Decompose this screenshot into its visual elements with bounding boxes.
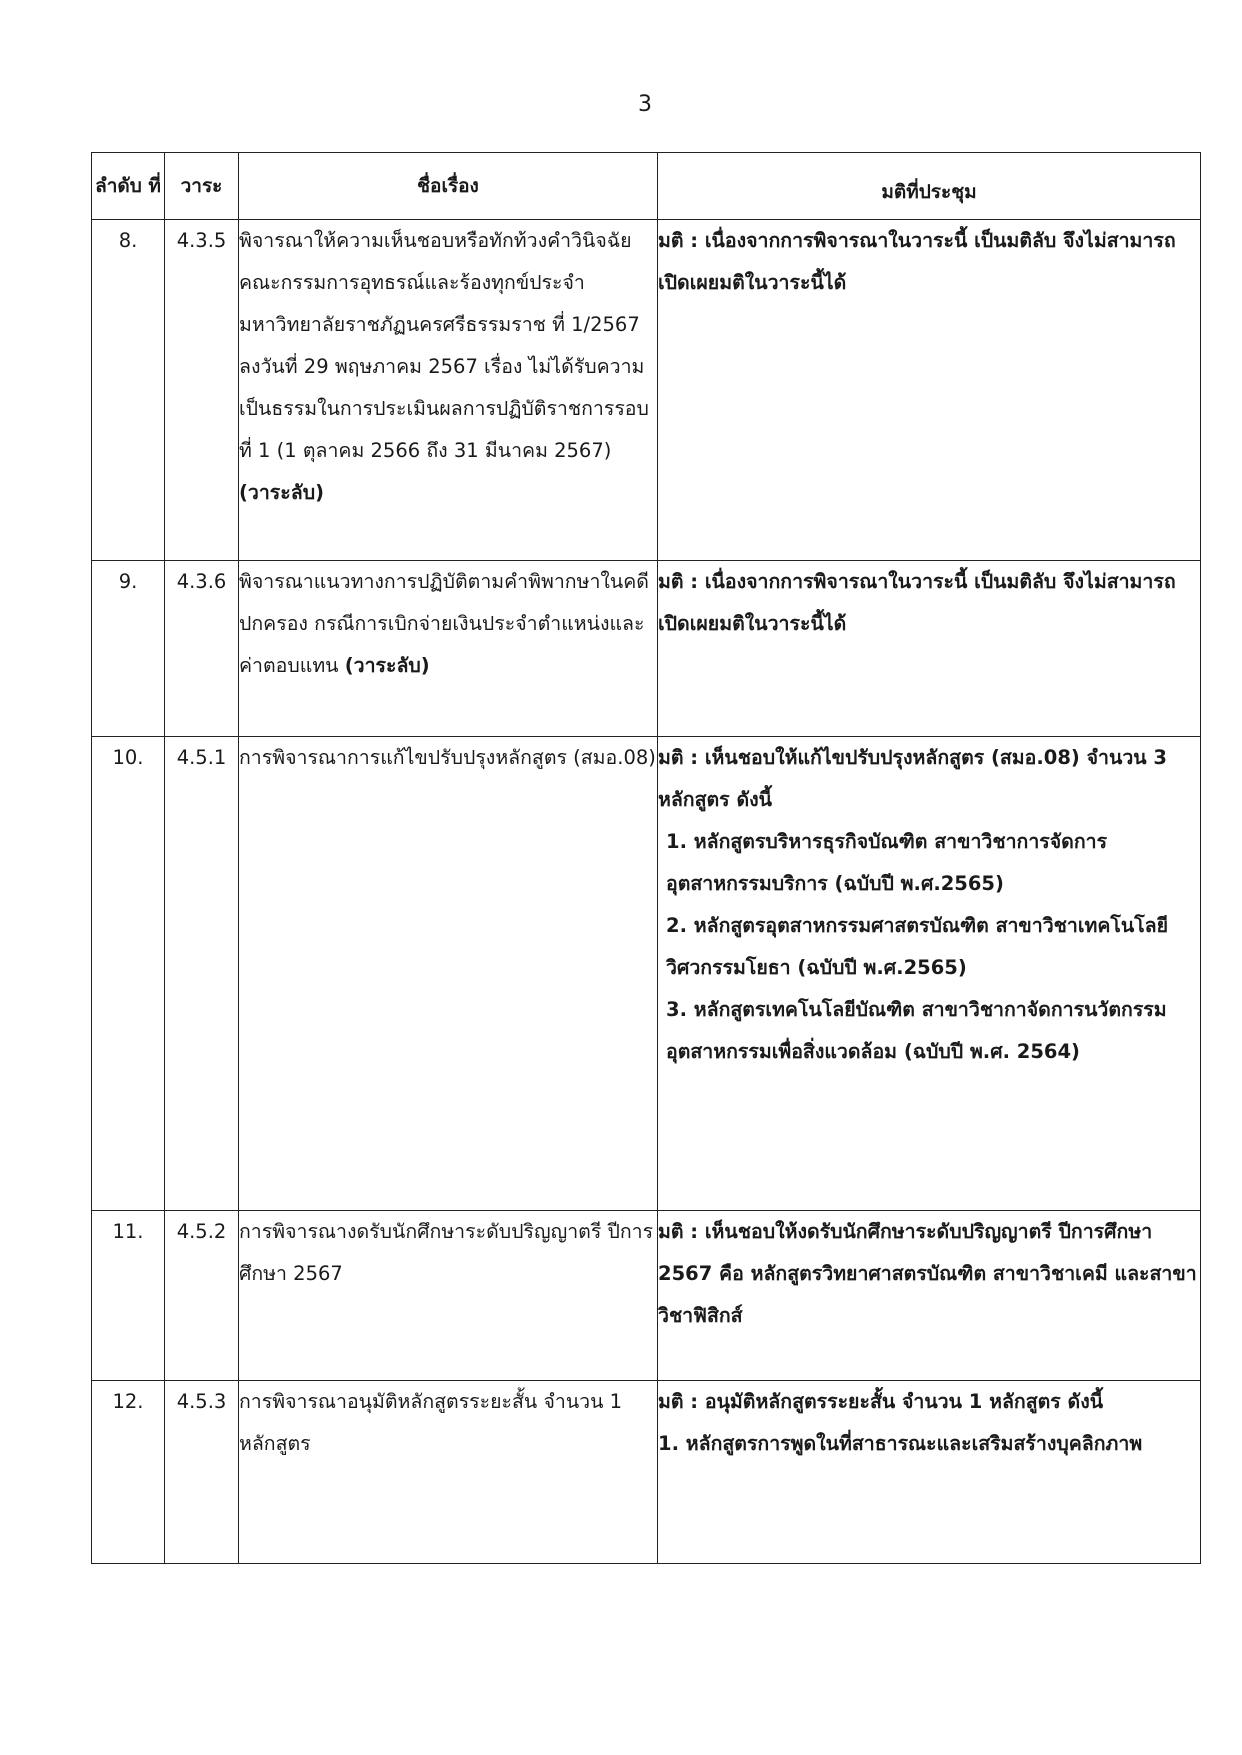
- row-resolution-cell: [658, 1211, 1201, 1381]
- row-resolution: มติ : เนื่องจากการพิจารณาในวาระนี้ เป็นมติลับ จึงไม่สามารถเปิดเผยมติในวาระนี้ได้: [658, 569, 1176, 635]
- row-resolution: มติ : เห็นชอบให้แก้ไขปรับปรุงหลักสูตร (สมอ.08) จำนวน 3 หลักสูตร ดังนี้: [658, 746, 1167, 812]
- secret-agenda-note: (วาระลับ): [239, 481, 324, 504]
- table-row: [92, 1211, 1201, 1381]
- row-no: 12.: [92, 1381, 165, 1564]
- row-title: การพิจารณาการแก้ไขปรับปรุงหลักสูตร (สมอ.08): [239, 746, 656, 770]
- resolution-item: 1. หลักสูตรบริหารธุรกิจบัณฑิต สาขาวิชาการจัดการอุตสาหกรรมบริการ (ฉบับปี พ.ศ.2565): [666, 830, 1108, 896]
- resolution-item: 1. หลักสูตรการพูดในที่สาธารณะและเสริมสร้างบุคลิกภาพ: [658, 1432, 1143, 1456]
- row-agenda: 4.3.6: [165, 560, 239, 736]
- row-title-cell: [239, 560, 658, 736]
- row-no: 11.: [92, 1211, 165, 1381]
- row-title-cell: [239, 1211, 658, 1381]
- table-row: [92, 560, 1201, 736]
- row-no: 8.: [92, 220, 165, 561]
- row-resolution-cell: [658, 737, 1201, 1211]
- row-resolution-cell: [658, 560, 1201, 736]
- header-no: ลำดับ ที่: [92, 153, 165, 220]
- table-row: [92, 1381, 1201, 1564]
- meeting-minutes-table: [91, 152, 1201, 1564]
- row-resolution: มติ : เห็นชอบให้งดรับนักศึกษาระดับปริญญาตรี ปีการศึกษา 2567 คือ หลักสูตรวิทยาศาสตรบัณฑิต สาขาวิชาเคมี และสาขาวิชาฟิสิกส์: [658, 1220, 1197, 1328]
- row-resolution-cell: [658, 1381, 1201, 1564]
- row-title: การพิจารณางดรับนักศึกษาระดับปริญญาตรี ปีการศึกษา 2567: [239, 1220, 654, 1286]
- row-agenda: 4.5.1: [165, 737, 239, 1211]
- row-resolution-cell: [658, 220, 1201, 561]
- row-title: พิจารณาให้ความเห็นชอบหรือทักท้วงคำวินิจฉัยคณะกรรมการอุทธรณ์และร้องทุกข์ประจำมหาวิทยาลัยราชภัฏนครศรีธรรมราช ที่ 1/2567 ลงวันที่ 29 พฤษภาคม 2567 เรื่อง ไม่ได้รับความเป็นธรรมในการประเมินผลการปฏิบัติราชการรอบที่ 1 (1 ตุลาคม 2566 ถึง 31 มีนาคม 2567): [239, 229, 649, 462]
- row-title: การพิจารณาอนุมัติหลักสูตรระยะสั้น จำนวน 1 หลักสูตร: [239, 1390, 623, 1456]
- table-row: [92, 737, 1201, 1211]
- secret-agenda-note: (วาระลับ): [344, 653, 430, 677]
- row-agenda: 4.5.3: [165, 1381, 239, 1564]
- row-no: 10.: [92, 737, 165, 1211]
- row-title: พิจารณาแนวทางการปฏิบัติตามคำพิพากษาในคดีปกครอง กรณีการเบิกจ่ายเงินประจำตำแหน่งและค่าตอบแทน: [239, 569, 649, 677]
- header-agenda: วาระ: [165, 153, 239, 220]
- resolution-item: 2. หลักสูตรอุตสาหกรรมศาสตรบัณฑิต สาขาวิชาเทคโนโลยีวิศวกรรมโยธา (ฉบับปี พ.ศ.2565): [666, 914, 1169, 980]
- table-row: [92, 220, 1201, 561]
- row-agenda: 4.5.2: [165, 1211, 239, 1381]
- row-agenda: 4.3.5: [165, 220, 239, 561]
- header-title: ชื่อเรื่อง: [239, 153, 658, 220]
- resolution-item: 3. หลักสูตรเทคโนโลยีบัณฑิต สาขาวิชากาจัดการนวัตกรรมอุตสาหกรรมเพื่อสิ่งแวดล้อม (ฉบับปี พ.ศ. 2564): [666, 998, 1167, 1064]
- row-title-cell: [239, 737, 658, 1211]
- row-title-cell: [239, 1381, 658, 1564]
- header-resolution: มติที่ประชุม: [658, 153, 1201, 220]
- table-header-row: [92, 153, 1201, 220]
- page-number: 3: [638, 92, 652, 117]
- row-title-cell: [239, 220, 658, 561]
- row-resolution: มติ : เนื่องจากการพิจารณาในวาระนี้ เป็นมติลับ จึงไม่สามารถเปิดเผยมติในวาระนี้ได้: [658, 229, 1176, 294]
- row-no: 9.: [92, 560, 165, 736]
- row-resolution: มติ : อนุมัติหลักสูตรระยะสั้น จำนวน 1 หลักสูตร ดังนี้: [658, 1390, 1104, 1414]
